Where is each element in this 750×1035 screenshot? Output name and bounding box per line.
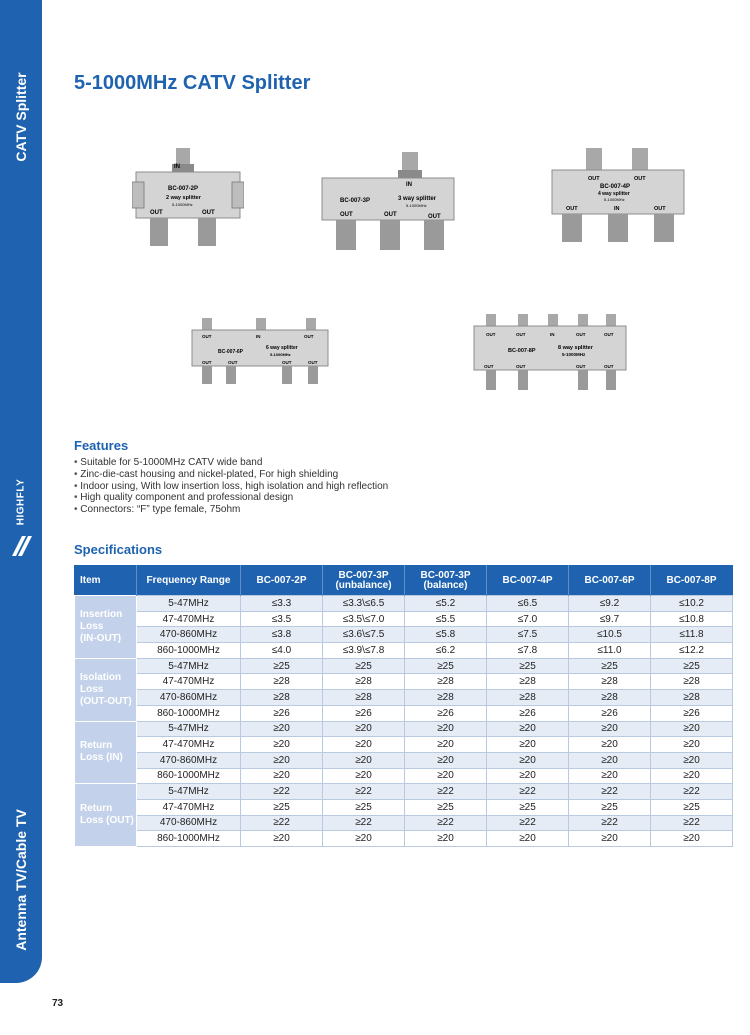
table-row [75, 643, 733, 659]
table-row [75, 627, 733, 643]
svg-text:OUT: OUT [516, 364, 526, 369]
svg-text:5-1000MHz: 5-1000MHz [562, 352, 586, 357]
header-bc-007-4p: BC-007-4P [487, 566, 569, 596]
svg-text:OUT: OUT [202, 360, 212, 365]
product-image-4way [548, 146, 688, 246]
brand-mark-icon [8, 532, 34, 558]
side-bar [0, 0, 42, 983]
value-cell: ≤11.8 [651, 627, 733, 643]
svg-text:OUT: OUT [576, 364, 586, 369]
svg-text:IN: IN [406, 182, 412, 188]
header-bc-007-3p-balance [405, 566, 487, 596]
svg-text:OUT: OUT [604, 332, 614, 337]
feature-item: • Zinc-die-cast housing and nickel-plated, For high shielding [74, 469, 388, 481]
table-row [75, 611, 733, 627]
value-cell: ≤3.6\≤7.5 [323, 627, 405, 643]
specifications-table-body [75, 596, 733, 847]
group-label-line: Loss [80, 683, 104, 695]
value-cell: ≥25 [405, 799, 487, 815]
table-row [75, 831, 733, 847]
value-cell: ≥28 [651, 690, 733, 706]
frequency-cell: 5-47MHz [137, 721, 241, 737]
value-cell: ≤3.9\≤7.8 [323, 643, 405, 659]
feature-item: • High quality component and professional design [74, 492, 388, 504]
value-cell: ≥20 [487, 721, 569, 737]
value-cell: ≥22 [487, 784, 569, 800]
value-cell: ≥20 [405, 752, 487, 768]
value-cell: ≥20 [569, 768, 651, 784]
value-cell: ≥20 [241, 768, 323, 784]
value-cell: ≥22 [241, 815, 323, 831]
value-cell: ≥20 [405, 768, 487, 784]
page-title: 5-1000MHz CATV Splitter [74, 72, 311, 94]
frequency-cell: 470-860MHz [137, 752, 241, 768]
value-cell: ≥20 [241, 752, 323, 768]
svg-text:5-1000MHz: 5-1000MHz [406, 203, 427, 208]
value-cell: ≥25 [651, 799, 733, 815]
value-cell: ≤3.3 [241, 596, 323, 612]
frequency-cell: 470-860MHz [137, 690, 241, 706]
frequency-cell: 860-1000MHz [137, 768, 241, 784]
svg-text:OUT: OUT [634, 176, 646, 182]
group-label-line: Insertion [80, 608, 123, 620]
header-model: BC-007-3P [420, 569, 471, 581]
svg-text:OUT: OUT [304, 334, 314, 339]
svg-text:5-1000MHz: 5-1000MHz [604, 197, 625, 202]
brand-name: HIGHFLY [15, 478, 27, 526]
svg-text:OUT: OUT [282, 360, 292, 365]
product-image-6way [190, 316, 330, 388]
svg-text:BC-007-4P: BC-007-4P [600, 184, 631, 190]
header-item: Item [75, 566, 137, 596]
value-cell: ≥20 [569, 721, 651, 737]
header-bc-007-6p: BC-007-6P [569, 566, 651, 596]
frequency-cell: 470-860MHz [137, 815, 241, 831]
value-cell: ≥25 [569, 799, 651, 815]
svg-text:OUT: OUT [202, 334, 212, 339]
value-cell: ≥28 [405, 674, 487, 690]
value-cell: ≥20 [651, 721, 733, 737]
value-cell: ≥20 [241, 737, 323, 753]
frequency-cell: 860-1000MHz [137, 643, 241, 659]
value-cell: ≥22 [405, 784, 487, 800]
sidebar-section-label: CATV Splitter [13, 72, 29, 162]
svg-text:IN: IN [550, 332, 555, 337]
group-label-line: Loss (OUT) [80, 815, 134, 827]
value-cell: ≥28 [487, 674, 569, 690]
feature-item: • Suitable for 5-1000MHz CATV wide band [74, 457, 388, 469]
svg-text:BC-007-8P: BC-007-8P [508, 348, 536, 354]
svg-text:IN: IN [174, 164, 180, 170]
value-cell: ≥25 [487, 658, 569, 674]
svg-text:OUT: OUT [228, 360, 238, 365]
value-cell: ≥20 [323, 831, 405, 847]
svg-text:2 way splitter: 2 way splitter [166, 195, 201, 201]
value-cell: ≥20 [487, 831, 569, 847]
svg-text:OUT: OUT [576, 332, 586, 337]
page-number: 73 [52, 998, 64, 1009]
svg-text:IN: IN [256, 334, 261, 339]
frequency-cell: 47-470MHz [137, 799, 241, 815]
value-cell: ≥20 [405, 721, 487, 737]
value-cell: ≤3.5\≤7.0 [323, 611, 405, 627]
table-row [75, 596, 733, 612]
svg-text:OUT: OUT [308, 360, 318, 365]
value-cell: ≤9.7 [569, 611, 651, 627]
svg-text:8 way splitter: 8 way splitter [558, 345, 593, 351]
header-frequency: Frequency Range [137, 566, 241, 596]
value-cell: ≥20 [405, 831, 487, 847]
value-cell: ≥20 [487, 737, 569, 753]
value-cell: ≥20 [569, 737, 651, 753]
value-cell: ≥28 [487, 690, 569, 706]
value-cell: ≥22 [651, 815, 733, 831]
value-cell: ≥20 [323, 737, 405, 753]
value-cell: ≥20 [651, 831, 733, 847]
value-cell: ≤4.0 [241, 643, 323, 659]
value-cell: ≥22 [241, 784, 323, 800]
header-variant: (balance) [423, 579, 468, 591]
svg-text:4 way splitter: 4 way splitter [598, 191, 630, 197]
value-cell: ≥28 [569, 690, 651, 706]
value-cell: ≥22 [569, 784, 651, 800]
svg-text:5-1000MHz: 5-1000MHz [172, 202, 193, 207]
specifications-heading: Specifications [74, 542, 163, 557]
value-cell: ≥25 [651, 658, 733, 674]
features-list [74, 457, 388, 516]
value-cell: ≥28 [651, 674, 733, 690]
value-cell: ≥25 [487, 799, 569, 815]
value-cell: ≥20 [651, 737, 733, 753]
table-row [75, 768, 733, 784]
value-cell: ≥28 [241, 690, 323, 706]
svg-text:OUT: OUT [150, 210, 163, 216]
value-cell: ≥25 [241, 799, 323, 815]
frequency-cell: 47-470MHz [137, 674, 241, 690]
value-cell: ≤3.3\≤6.5 [323, 596, 405, 612]
group-label-line: Return [80, 740, 113, 752]
value-cell: ≥20 [323, 768, 405, 784]
value-cell: ≥22 [651, 784, 733, 800]
feature-item: • Indoor using, With low insertion loss, high isolation and high reflection [74, 481, 388, 493]
value-cell: ≥25 [323, 799, 405, 815]
value-cell: ≥22 [569, 815, 651, 831]
header-bc-007-2p: BC-007-2P [241, 566, 323, 596]
frequency-cell: 860-1000MHz [137, 705, 241, 721]
svg-text:OUT: OUT [516, 332, 526, 337]
product-image-3way [318, 152, 458, 252]
value-cell: ≥26 [323, 705, 405, 721]
value-cell: ≤10.8 [651, 611, 733, 627]
sidebar-category-label: Antenna TV/Cable TV [13, 809, 29, 951]
product-image-8way [470, 312, 630, 392]
table-row [75, 721, 733, 737]
table-row [75, 705, 733, 721]
value-cell: ≤10.5 [569, 627, 651, 643]
svg-text:IN: IN [614, 206, 620, 212]
value-cell: ≤5.2 [405, 596, 487, 612]
frequency-cell: 5-47MHz [137, 658, 241, 674]
table-row [75, 752, 733, 768]
svg-text:OUT: OUT [428, 214, 441, 220]
table-row [75, 674, 733, 690]
value-cell: ≥20 [569, 831, 651, 847]
value-cell: ≤5.5 [405, 611, 487, 627]
table-row [75, 815, 733, 831]
table-header-row [75, 566, 733, 596]
table-row [75, 690, 733, 706]
svg-text:OUT: OUT [566, 206, 578, 212]
value-cell: ≥28 [241, 674, 323, 690]
value-cell: ≥20 [487, 752, 569, 768]
value-cell: ≥20 [405, 737, 487, 753]
value-cell: ≥20 [323, 721, 405, 737]
value-cell: ≤11.0 [569, 643, 651, 659]
value-cell: ≤10.2 [651, 596, 733, 612]
value-cell: ≤12.2 [651, 643, 733, 659]
svg-text:OUT: OUT [654, 206, 666, 212]
value-cell: ≥20 [241, 721, 323, 737]
value-cell: ≤5.8 [405, 627, 487, 643]
value-cell: ≤3.8 [241, 627, 323, 643]
value-cell: ≤6.2 [405, 643, 487, 659]
header-bc-007-3p-unbalance [323, 566, 405, 596]
frequency-cell: 47-470MHz [137, 611, 241, 627]
value-cell: ≥26 [569, 705, 651, 721]
svg-text:OUT: OUT [202, 210, 215, 216]
value-cell: ≥26 [241, 705, 323, 721]
group-label [75, 721, 137, 784]
product-image-2way [132, 146, 244, 248]
specifications-table [74, 565, 733, 847]
table-row [75, 737, 733, 753]
value-cell: ≥20 [651, 768, 733, 784]
group-label-line: Isolation [80, 671, 122, 683]
group-label [75, 658, 137, 721]
group-label-line: (OUT-OUT) [80, 695, 132, 707]
value-cell: ≥25 [569, 658, 651, 674]
svg-text:6 way splitter: 6 way splitter [266, 345, 298, 351]
value-cell: ≥20 [651, 752, 733, 768]
value-cell: ≥28 [323, 690, 405, 706]
value-cell: ≤7.5 [487, 627, 569, 643]
header-bc-007-8p: BC-007-8P [651, 566, 733, 596]
value-cell: ≥26 [651, 705, 733, 721]
value-cell: ≥28 [569, 674, 651, 690]
frequency-cell: 860-1000MHz [137, 831, 241, 847]
value-cell: ≥28 [405, 690, 487, 706]
value-cell: ≥20 [487, 768, 569, 784]
svg-text:BC-007-6P: BC-007-6P [218, 349, 244, 355]
value-cell: ≤3.5 [241, 611, 323, 627]
svg-text:OUT: OUT [484, 364, 494, 369]
svg-text:BC-007-3P: BC-007-3P [340, 198, 371, 204]
table-row [75, 799, 733, 815]
value-cell: ≥25 [405, 658, 487, 674]
frequency-cell: 5-47MHz [137, 784, 241, 800]
value-cell: ≥25 [241, 658, 323, 674]
value-cell: ≤9.2 [569, 596, 651, 612]
value-cell: ≥20 [241, 831, 323, 847]
svg-text:BC-007-2P: BC-007-2P [168, 186, 199, 192]
brand-logo [2, 470, 40, 566]
svg-text:OUT: OUT [604, 364, 614, 369]
table-row [75, 658, 733, 674]
value-cell: ≥22 [487, 815, 569, 831]
group-label [75, 596, 137, 659]
svg-text:OUT: OUT [486, 332, 496, 337]
group-label-line: Loss [80, 620, 104, 632]
group-label-line: Return [80, 803, 113, 815]
svg-text:OUT: OUT [384, 212, 397, 218]
value-cell: ≤7.0 [487, 611, 569, 627]
frequency-cell: 47-470MHz [137, 737, 241, 753]
value-cell: ≥28 [323, 674, 405, 690]
features-heading: Features [74, 438, 129, 453]
svg-text:3 way splitter: 3 way splitter [398, 196, 437, 202]
header-model: BC-007-3P [338, 569, 389, 581]
frequency-cell: 470-860MHz [137, 627, 241, 643]
value-cell: ≥22 [405, 815, 487, 831]
value-cell: ≥26 [405, 705, 487, 721]
feature-item: • Connectors: “F” type female, 75ohm [74, 504, 388, 516]
value-cell: ≥20 [569, 752, 651, 768]
value-cell: ≥20 [323, 752, 405, 768]
value-cell: ≥26 [487, 705, 569, 721]
value-cell: ≤7.8 [487, 643, 569, 659]
svg-text:OUT: OUT [588, 176, 600, 182]
frequency-cell: 5-47MHz [137, 596, 241, 612]
value-cell: ≤6.5 [487, 596, 569, 612]
table-row [75, 784, 733, 800]
group-label-line: (IN-OUT) [80, 632, 122, 644]
svg-text:5-1000MHz: 5-1000MHz [270, 352, 291, 357]
value-cell: ≥22 [323, 784, 405, 800]
value-cell: ≥22 [323, 815, 405, 831]
header-variant: (unbalance) [335, 579, 392, 591]
group-label-line: Loss (IN) [80, 752, 123, 764]
svg-text:OUT: OUT [340, 212, 353, 218]
group-label [75, 784, 137, 847]
value-cell: ≥25 [323, 658, 405, 674]
